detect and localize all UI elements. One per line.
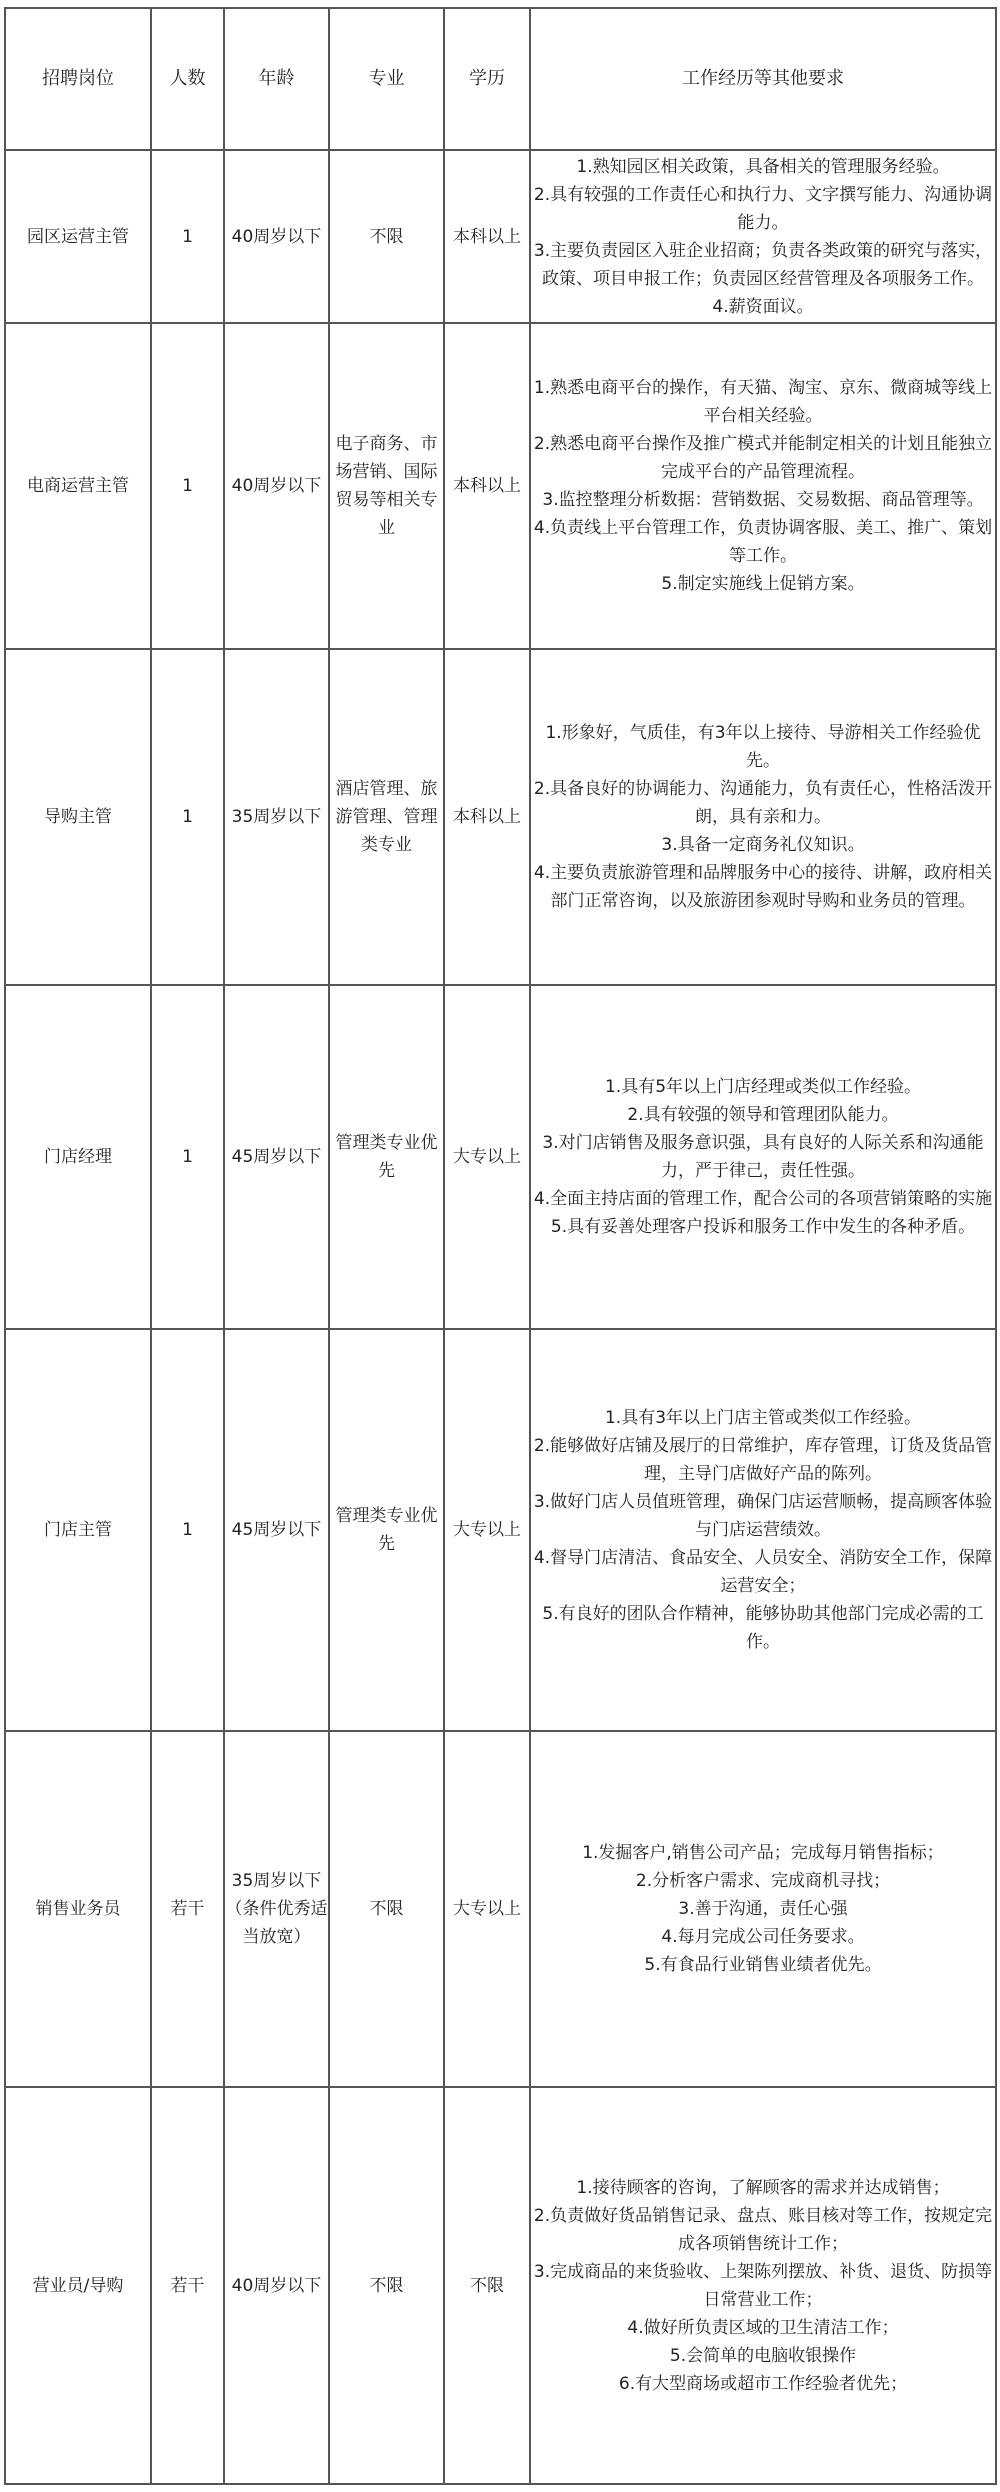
cell-position: 门店经理 (5, 985, 151, 1329)
requirement-item: 1.熟悉电商平台的操作，有天猫、淘宝、京东、微商城等线上平台相关经验。 (533, 378, 993, 426)
requirement-item: 4.负责线上平台管理工作，负责协调客服、美工、推广、策划等工作。 (533, 518, 993, 566)
cell-count: 1 (151, 1329, 224, 1731)
cell-position: 导购主管 (5, 649, 151, 985)
cell-education: 本科以上 (444, 649, 530, 985)
header-education: 学历 (444, 8, 530, 150)
requirement-item: 2.具有较强的工作责任心和执行力、文字撰写能力、沟通协调能力。 (533, 184, 993, 233)
requirement-item: 1.具有5年以上门店经理或类似工作经验。 (604, 1077, 922, 1097)
requirement-item: 4.薪资面议。 (712, 296, 814, 317)
cell-age: 40周岁以下 (224, 150, 329, 323)
header-major: 专业 (329, 8, 444, 150)
cell-position: 园区运营主管 (5, 150, 151, 323)
cell-age: 45周岁以下 (224, 985, 329, 1329)
cell-count: 若干 (151, 2087, 224, 2484)
requirement-item: 1.具有3年以上门店主管或类似工作经验。 (604, 1408, 922, 1428)
table-row (5, 323, 996, 649)
cell-education: 大专以上 (444, 1731, 530, 2087)
requirement-item: 3.完成商品的来货验收、上架陈列摆放、补货、退货、防损等日常营业工作； (533, 2261, 993, 2310)
cell-education: 大专以上 (444, 1329, 530, 1731)
cell-age: 35周岁以下 (224, 649, 329, 985)
cell-position: 门店主管 (5, 1329, 151, 1731)
cell-requirements (530, 150, 996, 323)
requirement-item: 1.形象好，气质佳，有3年以上接待、导游相关工作经验优先。 (545, 723, 981, 771)
cell-count: 若干 (151, 1731, 224, 2087)
cell-requirements (530, 1329, 996, 1731)
cell-age: 45周岁以下 (224, 1329, 329, 1731)
requirement-item: 6.有大型商场或超市工作经验者优先； (618, 2373, 908, 2394)
requirement-item: 5.具有妥善处理客户投诉和服务工作中发生的各种矛盾。 (550, 1217, 976, 1237)
requirement-item: 4.主要负责旅游管理和品牌服务中心的接待、讲解，政府相关部门正常咨询，以及旅游团参观时导购和业务员的管理。 (533, 863, 993, 911)
requirement-item: 1.发掘客户,销售公司产品；完成每月销售指标； (582, 1843, 944, 1863)
table-row (5, 985, 996, 1329)
cell-education: 本科以上 (444, 150, 530, 323)
requirement-item: 5.有良好的团队合作精神，能够协助其他部门完成必需的工作。 (542, 1604, 984, 1652)
requirement-item: 3.做好门店人员值班管理，确保门店运营顺畅，提高顾客体验与门店运营绩效。 (533, 1492, 993, 1540)
requirement-item: 5.有食品行业销售业绩者优先。 (644, 1955, 882, 1975)
header-row (5, 8, 996, 150)
requirement-item: 2.能够做好店铺及展厅的日常维护，库存管理，订货及货品管理，主导门店做好产品的陈列。 (533, 1436, 993, 1484)
requirement-item: 1.接待顾客的咨询，了解顾客的需求并达成销售； (576, 2177, 950, 2198)
cell-count: 1 (151, 649, 224, 985)
cell-requirements (530, 2087, 996, 2484)
requirement-item: 5.制定实施线上促销方案。 (661, 574, 865, 594)
cell-requirements (530, 323, 996, 649)
table-row (5, 1731, 996, 2087)
header-count: 人数 (151, 8, 224, 150)
cell-count: 1 (151, 985, 224, 1329)
cell-major: 不限 (329, 1731, 444, 2087)
cell-age: 40周岁以下 (224, 2087, 329, 2484)
requirement-item: 5.会简单的电脑收银操作 (669, 2345, 857, 2366)
cell-major: 不限 (329, 150, 444, 323)
requirement-item: 2.熟悉电商平台操作及推广模式并能制定相关的计划且能独立完成平台的产品管理流程。 (533, 434, 993, 482)
table-row (5, 2087, 996, 2484)
cell-count: 1 (151, 150, 224, 323)
cell-education: 不限 (444, 2087, 530, 2484)
requirement-item: 3.主要负责园区入驻企业招商；负责各类政策的研究与落实，政策、项目申报工作；负责园区经营管理及各项服务工作。 (533, 240, 993, 289)
requirement-item: 3.具备一定商务礼仪知识。 (661, 835, 865, 855)
table-row (5, 1329, 996, 1731)
requirement-item: 2.具备良好的协调能力、沟通能力，负有责任心，性格活泼开朗，具有亲和力。 (533, 779, 993, 827)
cell-position: 营业员/导购 (5, 2087, 151, 2484)
cell-education: 本科以上 (444, 323, 530, 649)
header-age: 年龄 (224, 8, 329, 150)
requirement-item: 4.做好所负责区域的卫生清洁工作； (627, 2317, 899, 2338)
requirement-item: 4.每月完成公司任务要求。 (661, 1927, 865, 1947)
requirement-item: 2.负责做好货品销售记录、盘点、账目核对等工作，按规定完成各项销售统计工作； (533, 2205, 993, 2254)
cell-age: 40周岁以下 (224, 323, 329, 649)
table-row (5, 150, 996, 323)
cell-age: 35周岁以下（条件优秀适当放宽） (224, 1731, 329, 2087)
cell-requirements (530, 985, 996, 1329)
requirement-item: 4.督导门店清洁、食品安全、人员安全、消防安全工作，保障运营安全； (533, 1548, 993, 1596)
recruitment-table (4, 7, 997, 2485)
cell-major: 不限 (329, 2087, 444, 2484)
cell-major: 酒店管理、旅游管理、管理类专业 (329, 649, 444, 985)
cell-position: 销售业务员 (5, 1731, 151, 2087)
requirement-item: 3.监控整理分析数据：营销数据、交易数据、商品管理等。 (542, 490, 984, 510)
requirement-item: 2.分析客户需求、完成商机寻找； (635, 1871, 891, 1891)
cell-major: 管理类专业优先 (329, 1329, 444, 1731)
cell-requirements (530, 649, 996, 985)
requirement-item: 1.熟知园区相关政策，具备相关的管理服务经验。 (576, 156, 950, 177)
requirement-item: 3.对门店销售及服务意识强，具有良好的人际关系和沟通能力，严于律己，责任性强。 (542, 1133, 984, 1181)
requirement-item: 3.善于沟通，责任心强 (678, 1899, 848, 1919)
header-requirements: 工作经历等其他要求 (530, 8, 996, 150)
cell-position: 电商运营主管 (5, 323, 151, 649)
cell-education: 大专以上 (444, 985, 530, 1329)
cell-requirements (530, 1731, 996, 2087)
header-position: 招聘岗位 (5, 8, 151, 150)
cell-major: 管理类专业优先 (329, 985, 444, 1329)
requirement-item: 2.具有较强的领导和管理团队能力。 (627, 1105, 899, 1125)
table-row (5, 649, 996, 985)
requirement-item: 4.全面主持店面的管理工作，配合公司的各项营销策略的实施 (533, 1189, 993, 1209)
cell-count: 1 (151, 323, 224, 649)
cell-major: 电子商务、市场营销、国际贸易等相关专业 (329, 323, 444, 649)
